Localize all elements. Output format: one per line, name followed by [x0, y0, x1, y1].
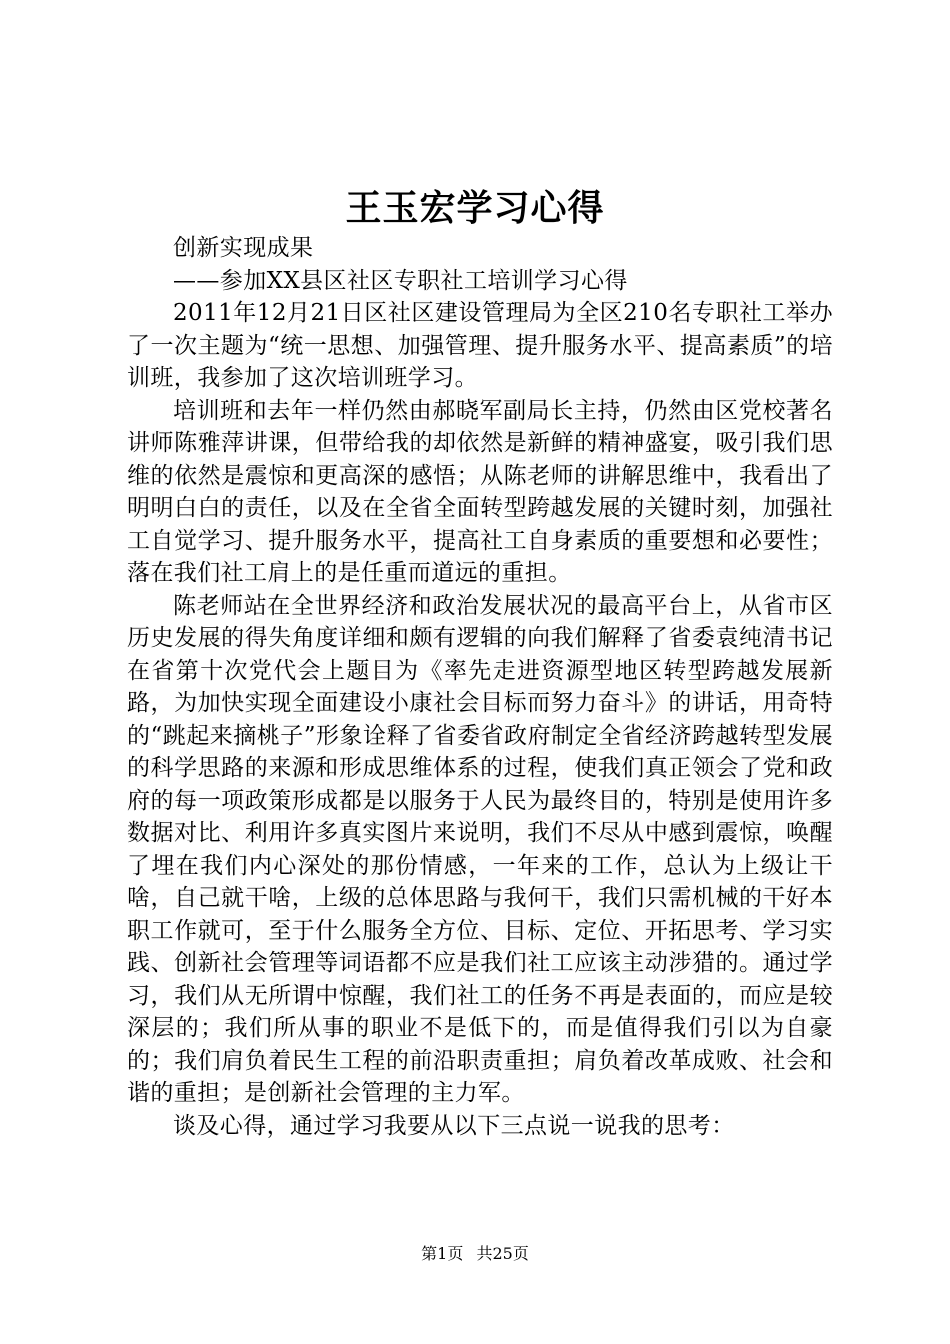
document-title: 王玉宏学习心得 — [345, 187, 605, 229]
page-footer — [0, 1243, 950, 1265]
page-number: 第1页 — [421, 1244, 464, 1263]
paragraph-reflection: 谈及心得，通过学习我要从以下三点说一说我的思考： — [173, 1112, 735, 1139]
paragraph-subtitle: 创新实现成果 — [173, 235, 314, 261]
paragraph-intro: 2011年12月21日区社区建设管理局为全区210名专职社工举办了一次主题为“统一思想、加强管理、提升服务水平、提高素质”的培训班，我参加了这次培训班学习。 — [127, 300, 833, 391]
paragraph-lecture: 陈老师站在全世界经济和政治发展状况的最高平台上，从省市区历史发展的得失角度详细和颇有逻辑的向我们解释了省委袁纯清书记在省第十次党代会上题目为《率先走进资源型地区转型跨越发展新路，为加快实现全面建设小康社会目标而努力奋斗》的讲话，用奇特的“跳起来摘桃子”形象诠释了省委省政府制定全省经济跨越转型发展的科学思路的来源和形成思维体系的过程，使我们真正领会了党和政府的每一项政策形成都是以服务于人民为最终目的，特别是使用许多数据对比、利用许多真实图片来说明，我们不尽从中感到震惊，唤醒了埋在我们内心深处的那份情感，一年来的工作，总认为上级让干啥，自己就干啥，上级的总体思路与我何干，我们只需机械的干好本职工作就可，至于什么服务全方位、目标、定位、开拓思考、学习实践、创新社会管理等词语都不应是我们社工应该主动涉猎的。通过学习，我们从无所谓中惊醒，我们社工的任务不再是表面的，而应是较深层的；我们所从事的职业不是低下的，而是值得我们引以为自豪的；我们肩负着民生工程的前沿职责重担；肩负着改革成败、社会和谐的重担；是创新社会管理的主力军。 — [127, 592, 833, 1106]
document-body — [127, 232, 833, 1142]
paragraph-training: 培训班和去年一样仍然由郝晓军副局长主持，仍然由区党校著名讲师陈雅萍讲课，但带给我的却依然是新鲜的精神盛宴，吸引我们思维的依然是震惊和更高深的感悟；从陈老师的讲解思维中，我看出了明明白白的责任，以及在全省全面转型跨越发展的关键时刻，加强社工自觉学习、提升服务水平，提高社工自身素质的重要想和必要性；落在我们社工肩上的是任重而道远的重担。 — [127, 397, 833, 586]
page-total: 共25页 — [476, 1244, 529, 1263]
paragraph-subheading: ——参加XX县区社区专职社工培训学习心得 — [173, 267, 628, 294]
